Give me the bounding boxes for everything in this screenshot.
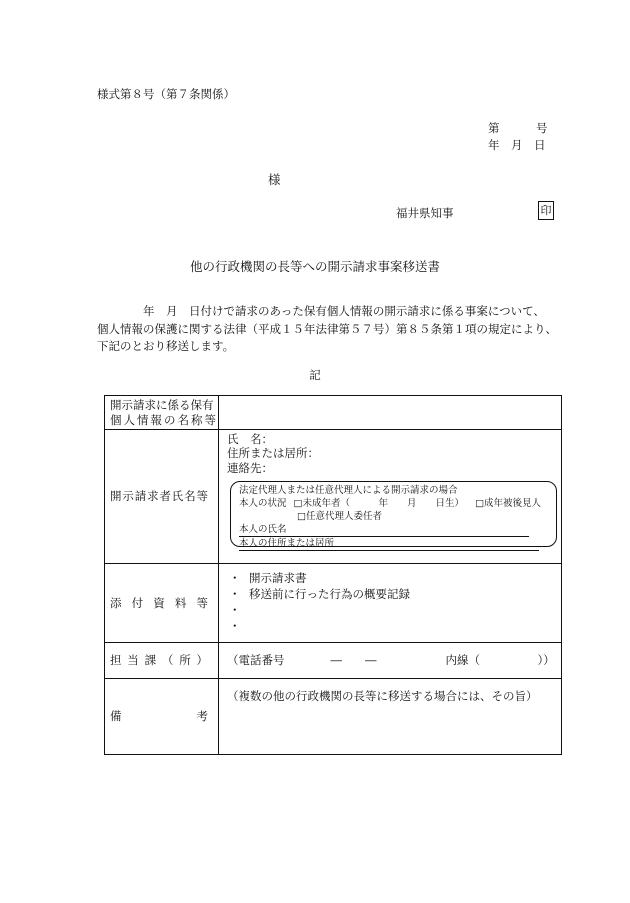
reference-date: 年 月 日 bbox=[488, 138, 546, 152]
label-attachments bbox=[105, 564, 219, 643]
proxy-title: 法定代理人または任意代理人による開示請求の場合 bbox=[239, 485, 458, 497]
bullet-icon: ・ bbox=[229, 619, 241, 633]
proxy-ward-checkbox[interactable]: □成年被後見人 bbox=[475, 498, 542, 510]
body-line-3: 下記のとおり移送します。 bbox=[97, 339, 235, 353]
proxy-request-box bbox=[230, 481, 557, 550]
row-remarks bbox=[105, 679, 562, 755]
row-personal-info bbox=[105, 396, 562, 430]
ki-heading: 記 bbox=[309, 368, 321, 382]
proxy-agent-checkbox[interactable]: □任意代理人委任者 bbox=[297, 511, 382, 523]
label-department bbox=[105, 643, 219, 679]
proxy-minor-checkbox[interactable]: □未成年者（ 年 月 日生） bbox=[293, 498, 465, 510]
bullet-icon: ・ bbox=[229, 603, 241, 617]
row-department bbox=[105, 643, 562, 679]
reference-number: 第 号 bbox=[488, 121, 548, 135]
label-remarks bbox=[105, 679, 219, 755]
label-personal-info-line-2: 個人情報の名称等 bbox=[110, 412, 218, 427]
proxy-principal-name: 本人の氏名 bbox=[239, 523, 529, 537]
requester-contact: 連絡先： bbox=[227, 460, 273, 475]
requester-address: 住所または居所： bbox=[227, 446, 319, 461]
attachment-item-1: ・ 開示請求書 bbox=[229, 571, 307, 585]
transfer-table bbox=[104, 395, 562, 755]
body-line-2: 個人情報の保護に関する法律（平成１５年法律第５７号）第８５条第１項の規定により、 bbox=[97, 321, 557, 336]
bullet-icon: ・ bbox=[229, 587, 241, 601]
seal-box: 印 bbox=[538, 201, 554, 220]
label-personal-info-line-1: 開示請求に係る保有 bbox=[110, 398, 214, 413]
document-title: 他の行政機関の長等への開示請求事案移送書 bbox=[189, 259, 440, 274]
value-remarks: （複数の他の行政機関の長等に移送する場合には、その旨） bbox=[219, 679, 562, 755]
addressee-honorific: 様 bbox=[268, 172, 281, 187]
attachment-item-2: ・ 移送前に行った行為の概要記録 bbox=[229, 587, 410, 601]
form-number: 様式第８号（第７条関係） bbox=[97, 87, 235, 101]
body-line-1: 年 月 日付けで請求のあった保有個人情報の開示請求に係る事案について、 bbox=[97, 304, 545, 318]
proxy-status-row bbox=[239, 497, 550, 510]
label-attachments-text: 添付資料等 bbox=[110, 595, 208, 610]
label-requester-text: 開示請求者氏名等 bbox=[110, 489, 208, 504]
requester-name: 氏 名： bbox=[227, 432, 273, 446]
row-attachments bbox=[105, 564, 562, 643]
row-requester bbox=[105, 430, 562, 564]
bullet-icon: ・ bbox=[229, 571, 241, 585]
attachment-item-4 bbox=[229, 618, 561, 634]
value-requester bbox=[219, 430, 562, 564]
body-paragraph bbox=[97, 303, 567, 356]
attachment-item-3 bbox=[229, 602, 561, 618]
proxy-principal-address: 本人の住所または居所 bbox=[239, 537, 539, 551]
proxy-status-label: 本人の状況 bbox=[239, 498, 287, 510]
label-department-text: 担当課（所） bbox=[110, 653, 208, 668]
label-personal-info bbox=[105, 396, 219, 430]
label-requester bbox=[105, 430, 219, 564]
value-attachments bbox=[219, 564, 562, 643]
value-personal-info bbox=[219, 396, 562, 430]
label-remarks-text: 備 考 bbox=[110, 709, 208, 724]
value-department: （電話番号 ― ― 内線（ ）） bbox=[219, 643, 562, 679]
sender-title: 福井県知事 bbox=[396, 206, 454, 220]
